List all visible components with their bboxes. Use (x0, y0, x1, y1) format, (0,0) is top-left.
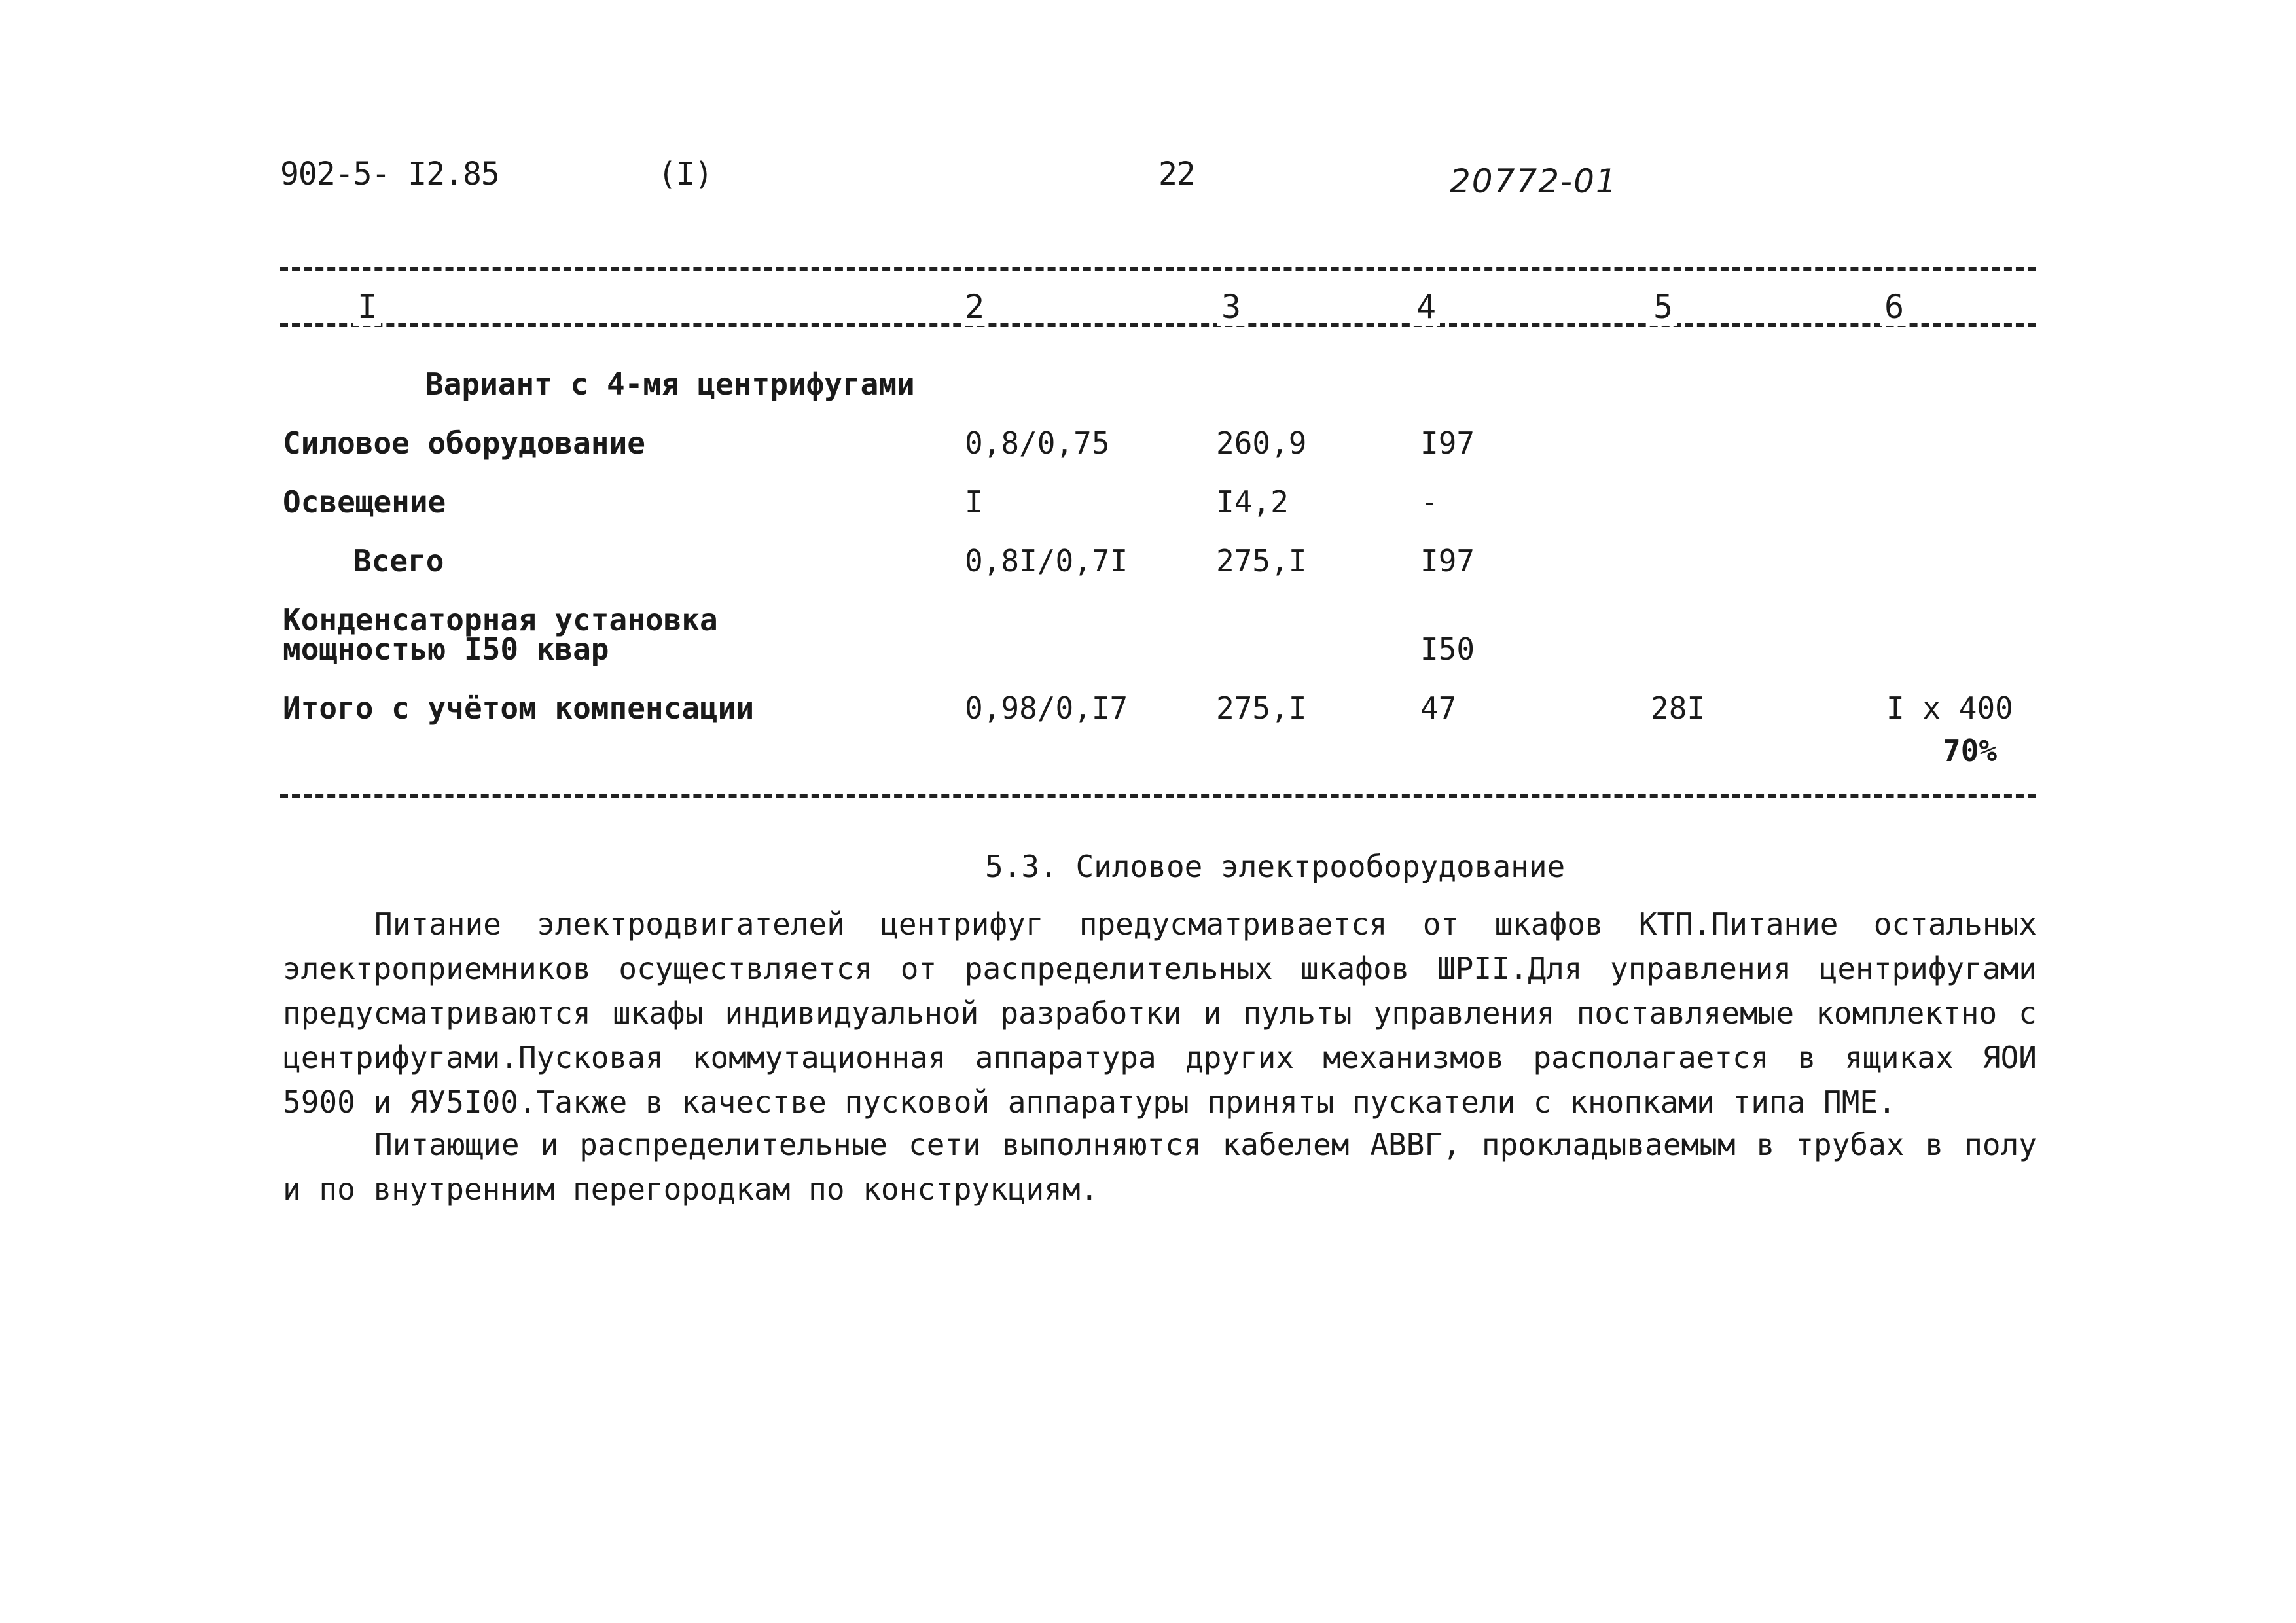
row-capacitor-label-line1: Конденсаторная установка (283, 602, 718, 637)
column-number-6: 6 (1880, 288, 1908, 326)
row-capacitor-label-line2: мощностью I50 квар (283, 632, 609, 667)
row-lighting-label: Освещение (283, 484, 446, 520)
section-title: 5.3. Силовое электрооборудование (985, 849, 1566, 884)
row-total-cos: 0,8I/0,7I (965, 543, 1128, 579)
row-total-label: Всего (353, 543, 444, 579)
row-power-equipment-cos: 0,8/0,75 (965, 425, 1110, 461)
column-number-5: 5 (1649, 288, 1677, 326)
row-compensated-total-label: Итого с учётом компенсации (283, 690, 755, 726)
document-part: (I) (658, 156, 713, 192)
row-compensated-total-active: 275,I (1216, 690, 1307, 726)
table-bottom-rule (280, 794, 2036, 798)
handwritten-inventory-number: 20772-01 (1450, 162, 1618, 200)
row-power-equipment-label: Силовое оборудование (283, 425, 645, 461)
document-code: 902-5- I2.85 (280, 156, 499, 192)
row-total-active: 275,I (1216, 543, 1307, 579)
row-power-equipment-reactive: I97 (1420, 425, 1475, 461)
row-compensated-total-reactive: 47 (1420, 690, 1457, 726)
table-top-rule (280, 267, 2036, 271)
page-number: 22 (1158, 156, 1195, 192)
row-lighting-active: I4,2 (1216, 484, 1289, 520)
table-header-rule (280, 323, 2036, 327)
row-lighting-reactive: - (1420, 484, 1439, 520)
row-compensated-total-transformer: I x 400 (1886, 690, 2013, 726)
row-compensated-total-load-factor: 70% (1943, 733, 1998, 768)
row-lighting-cos: I (965, 484, 983, 520)
row-capacitor-reactive: I50 (1420, 632, 1475, 667)
variant-heading: Вариант с 4-мя центрифугами (425, 366, 915, 402)
paragraph-power-supply: Питание электродвигателей центрифуг предусматривается от шкафов КТП.Питание остальных электроприемников осуществляется от распределительных шкафов ШРII.Для управления центрифугами предусматриваются шкафы индивидуальной разработки и пульты управления поставляемые комплектно с центрифугами.Пусковая коммутационная аппаратура других механизмов располагается в ящиках ЯОИ 5900 и ЯУ5I00.Также в качестве пусковой аппаратуры приняты пускатели с кнопками типа ПМЕ. (283, 906, 2037, 1120)
row-total-reactive: I97 (1420, 543, 1475, 579)
row-compensated-total-apparent: 28I (1651, 690, 1706, 726)
column-number-1: I (353, 288, 381, 326)
paragraph-networks: Питающие и распределительные сети выполняются кабелем АВВГ, прокладываемым в трубах в полу и по внутренним перегородкам по конструкциям. (283, 1127, 2037, 1207)
column-number-2: 2 (961, 288, 988, 326)
row-compensated-total-cos: 0,98/0,I7 (965, 690, 1128, 726)
column-number-4: 4 (1412, 288, 1440, 326)
column-number-3: 3 (1217, 288, 1245, 326)
row-power-equipment-active: 260,9 (1216, 425, 1307, 461)
